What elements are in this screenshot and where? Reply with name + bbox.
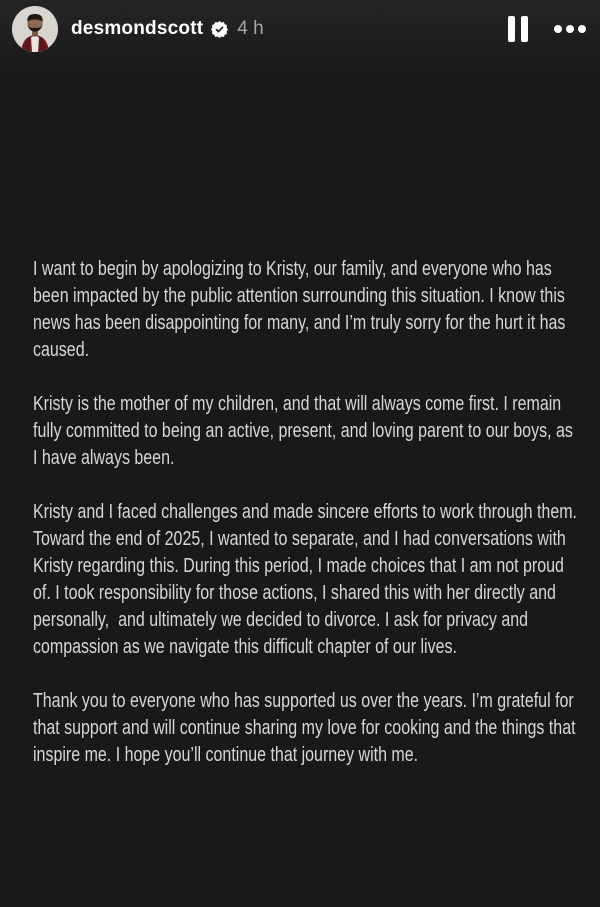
avatar[interactable] — [12, 6, 58, 52]
username[interactable]: desmondscott — [71, 18, 204, 39]
more-options-icon[interactable] — [554, 19, 586, 39]
verified-badge-icon — [211, 21, 228, 38]
pause-icon[interactable] — [506, 14, 530, 44]
statement-paragraph: Kristy is the mother of my children, and that will always come first. I remain fully committed to being an active, present, and loving parent to our boys, as I have always been. — [33, 393, 578, 469]
story-statement-text — [33, 256, 582, 796]
story-header — [0, 0, 600, 100]
statement-paragraph: I want to begin by apologizing to Kristy, our family, and everyone who has been impacted by the public attention surrounding this situation. I know this news has been disappointing for many, and I’m truly sorry for the hurt it has caused. — [33, 258, 570, 361]
story-timestamp: 4 h — [237, 18, 264, 39]
statement-paragraph: Kristy and I faced challenges and made sincere efforts to work through them. Toward the end of 2025, I wanted to separate, and I had conversations with Kristy regarding this. During this period, I made choices that I am not proud of. I took responsibility for those actions, I shared this with her directly and personally, and ultimately we decided to divorce. I ask for privacy and compassion as we navigate this difficult chapter of our lives. — [33, 501, 582, 658]
statement-paragraph: Thank you to everyone who has supported us over the years. I’m grateful for that support and will continue sharing my love for cooking and the things that inspire me. I hope you’ll continue that journey with me. — [33, 690, 580, 766]
avatar-photo-icon — [12, 6, 58, 52]
